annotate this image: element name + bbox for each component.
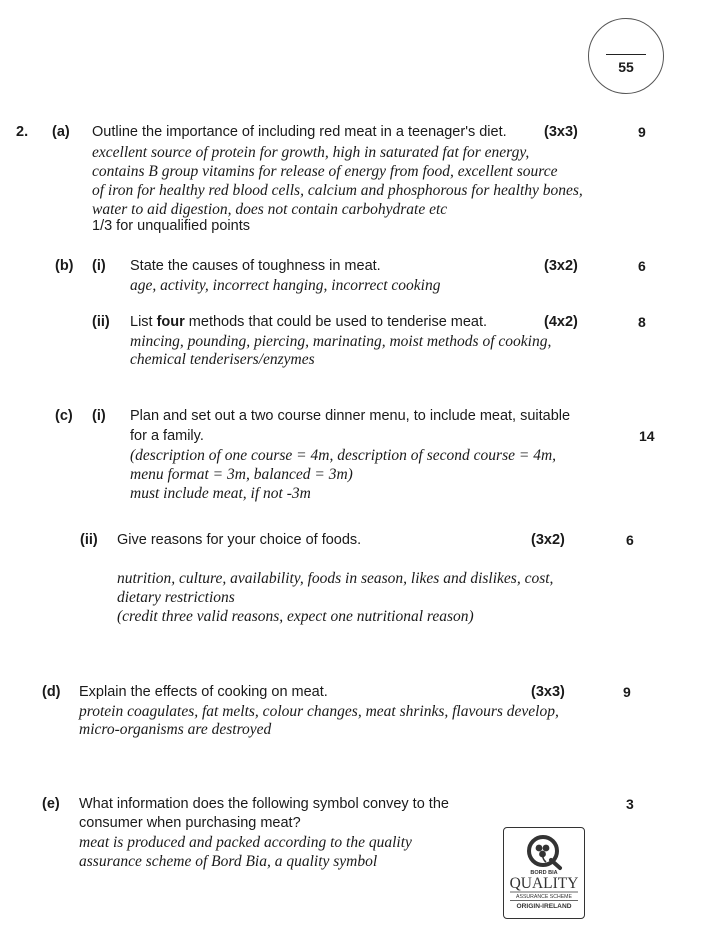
part-b-i-allocation: (3x2) <box>544 258 578 274</box>
part-c-i-answer-line: menu format = 3m, balanced = 3m) <box>130 466 353 483</box>
part-d-answer-line: micro-organisms are destroyed <box>79 721 272 738</box>
part-b-ii-answer-line: chemical tenderisers/enzymes <box>130 351 315 368</box>
part-d-allocation: (3x3) <box>531 684 565 700</box>
part-e-question-line: consumer when purchasing meat? <box>79 815 301 831</box>
part-c-i-question-line: for a family. <box>130 428 204 444</box>
total-mark-rule <box>606 54 646 55</box>
part-b-i-answer: age, activity, incorrect hanging, incorrect cooking <box>130 277 441 294</box>
part-a-mark: 9 <box>638 124 646 140</box>
part-b-i-question: State the causes of toughness in meat. <box>130 258 381 274</box>
part-c-i-answer-line: must include meat, if not -3m <box>130 485 311 502</box>
part-b-ii-answer-line: mincing, pounding, piercing, marinating, moist methods of cooking, <box>130 333 552 350</box>
quality-mark-icon <box>504 828 584 918</box>
part-b-ii-question: List four methods that could be used to tenderise meat. <box>130 314 488 330</box>
part-a-answer-line: water to aid digestion, does not contain carbohydrate etc <box>92 201 448 218</box>
part-e-answer-line: meat is produced and packed according to the quality <box>79 834 412 851</box>
part-a-answer-line: of iron for healthy red blood cells, calcium and phosphorous for healthy bones, <box>92 182 583 199</box>
logo-line1: BORD BIA <box>530 870 558 876</box>
total-mark-circle <box>588 18 664 94</box>
part-e-answer-line: assurance scheme of Bord Bia, a quality symbol <box>79 853 378 870</box>
part-a-allocation: (3x3) <box>544 124 578 140</box>
part-b-ii-label: (ii) <box>92 314 110 330</box>
part-a-question: Outline the importance of including red meat in a teenager's diet. <box>92 124 507 140</box>
part-d-mark: 9 <box>623 684 631 700</box>
part-c-i-mark: 14 <box>639 428 655 444</box>
part-c-label: (c) <box>55 408 73 424</box>
part-c-i-answer-line: (description of one course = 4m, description of second course = 4m, <box>130 447 557 464</box>
part-a-answer-line: contains B group vitamins for release of energy from food, excellent source <box>92 163 558 180</box>
part-c-ii-question: Give reasons for your choice of foods. <box>117 532 362 548</box>
question-number: 2. <box>16 124 29 140</box>
part-b-i-mark: 6 <box>638 258 646 274</box>
logo-line3: ASSURANCE SCHEME <box>516 894 572 900</box>
part-b-ii-mark: 8 <box>638 314 646 330</box>
part-c-i-label: (i) <box>92 408 106 424</box>
part-e-question-line: What information does the following symbol convey to the <box>79 796 449 812</box>
part-d-question: Explain the effects of cooking on meat. <box>79 684 328 700</box>
part-b-label: (b) <box>55 258 74 274</box>
part-d-answer-line: protein coagulates, fat melts, colour changes, meat shrinks, flavours develop, <box>79 703 559 720</box>
logo-line4: ORIGIN-IRELAND <box>516 903 572 910</box>
part-c-ii-answer-line: dietary restrictions <box>117 589 235 606</box>
part-c-ii-answer-line: nutrition, culture, availability, foods in season, likes and dislikes, cost, <box>117 570 554 587</box>
part-d-label: (d) <box>42 684 61 700</box>
part-c-ii-allocation: (3x2) <box>531 532 565 548</box>
logo-line2: QUALITY <box>509 875 579 892</box>
part-e-label: (e) <box>42 796 60 812</box>
part-c-ii-answer-line: (credit three valid reasons, expect one nutritional reason) <box>117 608 474 625</box>
part-e-mark: 3 <box>626 796 634 812</box>
part-c-i-question-line: Plan and set out a two course dinner menu, to include meat, suitable <box>130 408 571 424</box>
bord-bia-quality-logo <box>503 827 585 919</box>
part-b-ii-allocation: (4x2) <box>544 314 578 330</box>
part-c-ii-mark: 6 <box>626 532 634 548</box>
part-b-i-label: (i) <box>92 258 106 274</box>
total-mark: 55 <box>618 59 634 75</box>
part-a-answer-line: excellent source of protein for growth, high in saturated fat for energy, <box>92 144 530 161</box>
part-a-label: (a) <box>52 124 70 140</box>
part-c-ii-label: (ii) <box>80 532 98 548</box>
part-a-note: 1/3 for unqualified points <box>92 218 250 234</box>
